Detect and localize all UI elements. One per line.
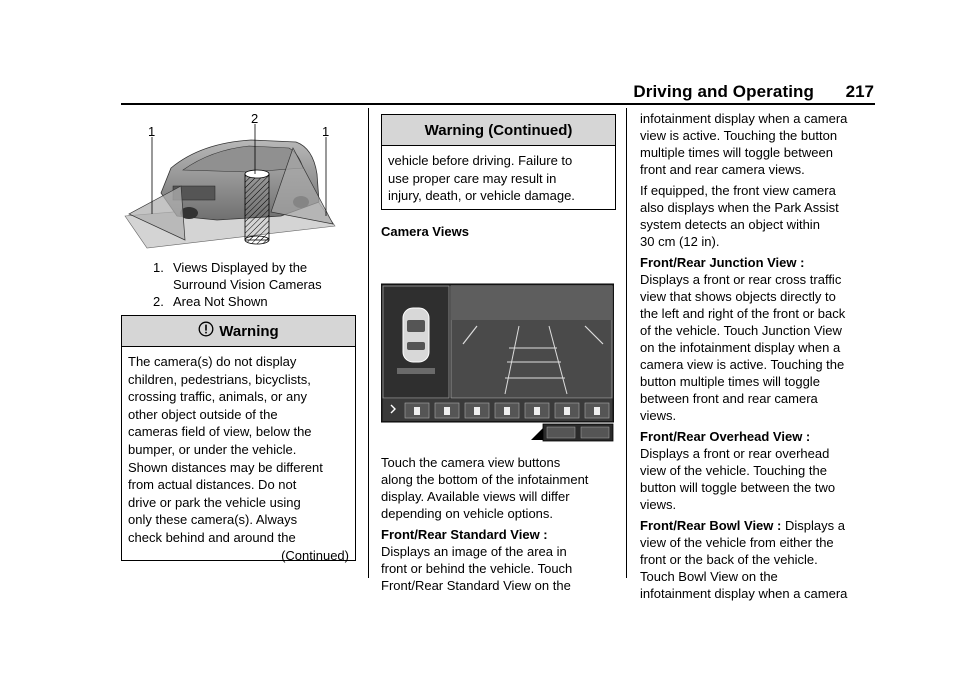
camera-views-heading: Camera Views [381, 224, 469, 239]
warning-body [122, 347, 355, 568]
column-divider-right [626, 108, 627, 578]
paragraph: If equipped, the front view camera also displays when the Park Assist system detects an object within 30 cm (12 in). [640, 183, 839, 249]
caption-text: Area Not Shown [173, 294, 268, 309]
page-number: 217 [845, 82, 874, 101]
warning-continued-header [382, 115, 615, 146]
callout-1-right: 1 [322, 124, 330, 139]
warning-line: injury, death, or vehicle damage. [388, 188, 575, 204]
column-divider-left [368, 108, 369, 578]
warning-line: Shown distances may be different [128, 459, 323, 475]
warning-line: children, pedestrians, bicyclists, [128, 371, 311, 387]
warning-line: other object outside of the [128, 406, 278, 422]
term-standard-view: Front/Rear Standard View : [381, 527, 548, 542]
paragraph: Touch the camera view buttons along the bottom of the infotainment display. Available views will differ depending on vehicle options. [381, 455, 589, 521]
column-3-text [640, 110, 880, 606]
term-junction-view: Front/Rear Junction View : [640, 255, 805, 270]
warning-line: from actual distances. Do not [128, 477, 297, 493]
warning-continued-title: Warning (Continued) [424, 121, 573, 139]
warning-line: check behind and around the [128, 529, 296, 545]
warning-line: The camera(s) do not display [128, 354, 297, 369]
warning-line: drive or park the vehicle using [128, 494, 301, 510]
caption-text: Views Displayed by the [173, 260, 308, 275]
warning-header [122, 316, 355, 347]
section-title: Driving and Operating [633, 82, 814, 101]
infotainment-camera-display-illustration [381, 282, 614, 442]
warning-icon [198, 321, 214, 341]
paragraph: Front/Rear Bowl View : Displays a view of the vehicle from either the front or the back of the vehicle. Touch Bowl View on the infotainment display when a camera [640, 518, 848, 601]
paragraph: Front/Rear Overhead View : Displays a front or rear overhead view of the vehicle. Touching the button will toggle between the two views. [640, 429, 836, 512]
warning-line: vehicle before driving. Failure to [388, 153, 573, 168]
paragraph: Front/Rear Junction View : Displays a front or rear cross traffic view that shows objects directly to the left and right of the front or back of the vehicle. Touch Junction View on the infotainment display when a camera view is active. Touching the button multiple times will toggle between front and rear camera views. [640, 255, 846, 423]
column-2-text [381, 454, 621, 598]
warning-box [121, 315, 356, 561]
paragraph: Front/Rear Standard View : Displays an image of the area in front or behind the vehicle. Touch Front/Rear Standard View on the [381, 527, 573, 593]
caption-item [153, 259, 322, 293]
callout-1-left: 1 [148, 124, 156, 139]
warning-line: crossing traffic, animals, or any [128, 389, 307, 405]
figure-caption-list [153, 259, 322, 310]
caption-number: 2. [153, 294, 164, 309]
warning-continued-box [381, 114, 616, 210]
vehicle-camera-coverage-illustration [121, 108, 355, 254]
warning-continued-body [382, 146, 615, 209]
caption-number: 1. [153, 260, 164, 275]
warning-line: only these camera(s). Always [128, 512, 298, 528]
header-rule [121, 103, 875, 105]
caption-text: Surround Vision Cameras [173, 277, 322, 292]
paragraph: infotainment display when a camera view is active. Touching the button multiple times will toggle between front and rear camera views. [640, 111, 848, 177]
continued-label: (Continued) [281, 547, 349, 563]
warning-line: cameras field of view, below the [128, 424, 312, 440]
term-bowl-view: Front/Rear Bowl View : [640, 518, 782, 533]
caption-item [153, 293, 322, 310]
term-overhead-view: Front/Rear Overhead View : [640, 429, 811, 444]
warning-title: Warning [219, 322, 279, 340]
callout-2: 2 [251, 111, 259, 126]
warning-line: bumper, or under the vehicle. [128, 441, 297, 457]
warning-line: use proper care may result in [388, 170, 557, 186]
